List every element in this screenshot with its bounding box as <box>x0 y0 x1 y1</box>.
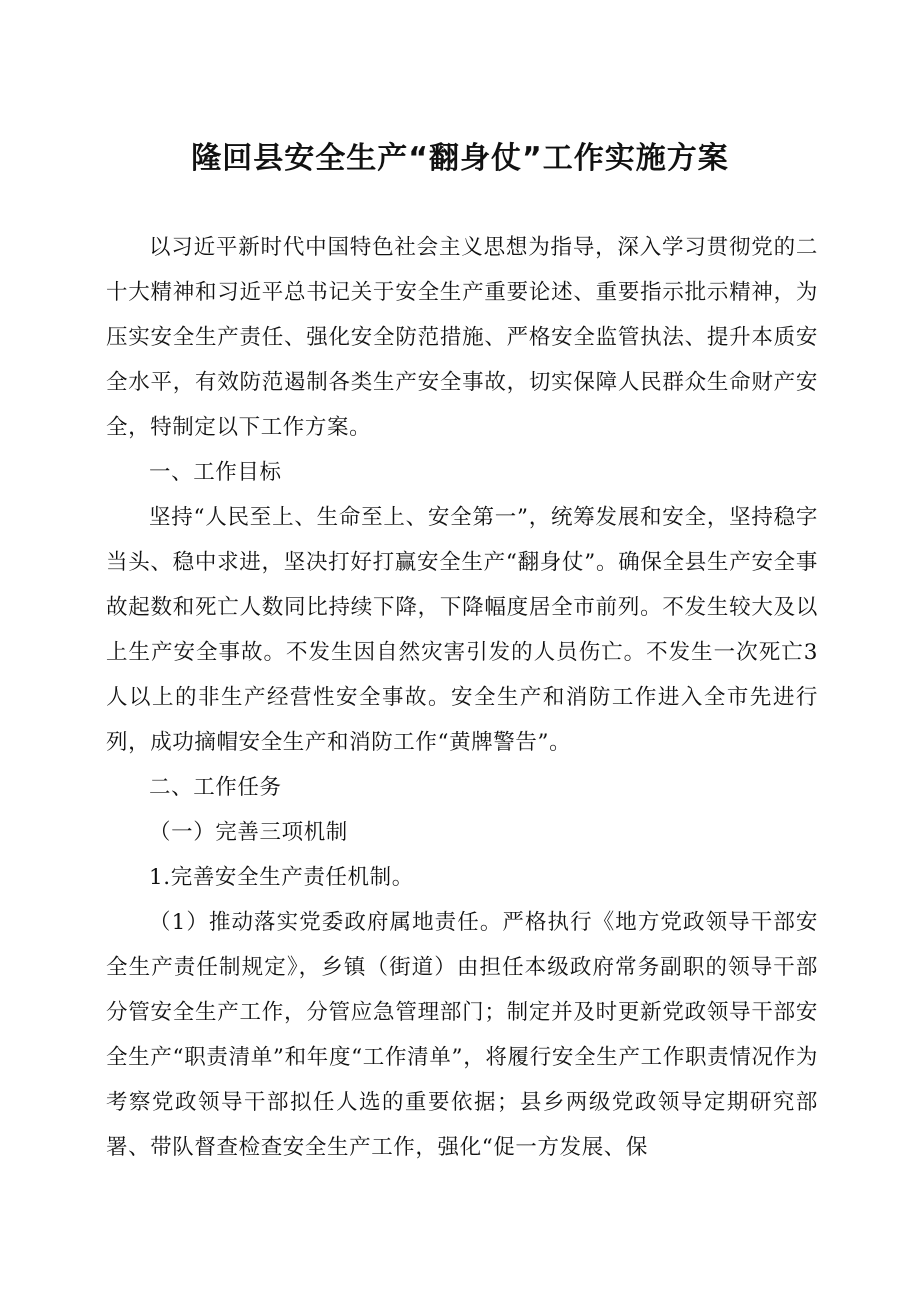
item-heading-responsibility: 1.完善安全生产责任机制。 <box>149 865 414 890</box>
section-heading-tasks: 二、工作任务 <box>149 775 282 800</box>
document-body <box>106 225 818 1170</box>
section-heading-goals: 一、工作目标 <box>149 460 282 485</box>
document-title: 隆回县安全生产“翻身仗”工作实施方案 <box>191 141 729 176</box>
subsection-heading-mechanisms: （一）完善三项机制 <box>149 820 348 845</box>
goals-paragraph: 坚持“人民至上、生命至上、安全第一”，统筹发展和安全，坚持稳字当头、稳中求进，坚决打好打赢安全生产“翻身仗”。确保全县生产安全事故起数和死亡人数同比持续下降，下降幅度居全市前列。不发生较大及以上生产安全事故。不发生因自然灾害引发的人员伤亡。不发生一次死亡3人以上的非生产经营性安全事故。安全生产和消防工作进入全市先进行列，成功摘帽安全生产和消防工作“黄牌警告”。 <box>106 505 818 755</box>
intro-paragraph: 以习近平新时代中国特色社会主义思想为指导，深入学习贯彻党的二十大精神和习近平总书记关于安全生产重要论述、重要指示批示精神，为压实安全生产责任、强化安全防范措施、严格安全监管执法、提升本质安全水平，有效防范遏制各类生产安全事故，切实保障人民群众生命财产安全，特制定以下工作方案。 <box>106 235 818 440</box>
subitem-paragraph-party-government: （1）推动落实党委政府属地责任。严格执行《地方党政领导干部安全生产责任制规定》，乡镇（街道）由担任本级政府常务副职的领导干部分管安全生产工作，分管应急管理部门；制定并及时更新党政领导干部安全生产“职责清单”和年度“工作清单”，将履行安全生产工作职责情况作为考察党政领导干部拟任人选的重要依据；县乡两级党政领导定期研究部署、带队督查检查安全生产工作，强化“促一方发展、保 <box>106 910 818 1160</box>
